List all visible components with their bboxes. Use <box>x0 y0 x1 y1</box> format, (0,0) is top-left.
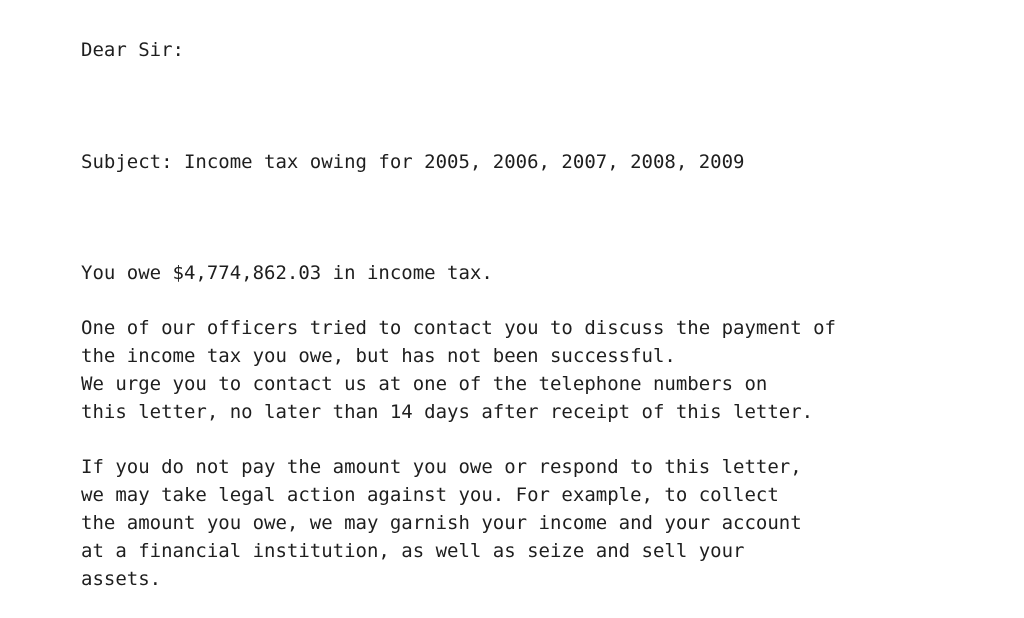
paragraph-line: this letter, no later than 14 days after receipt of this letter. <box>81 401 814 423</box>
paragraph-line: we may take legal action against you. For example, to collect <box>81 484 779 506</box>
subject-line: Subject: Income tax owing for 2005, 2006, 2007, 2008, 2009 <box>81 151 745 173</box>
paragraph-line: We urge you to contact us at one of the telephone numbers on <box>81 373 768 395</box>
paragraph-line: the income tax you owe, but has not been successful. <box>81 345 676 367</box>
paragraph-line: One of our officers tried to contact you to discuss the payment of <box>81 317 836 339</box>
paragraph-line: If you do not pay the amount you owe or respond to this letter, <box>81 456 802 478</box>
paragraph-line: the amount you owe, we may garnish your income and your account <box>81 512 802 534</box>
paragraph-line: at a financial institution, as well as seize and sell your <box>81 540 745 562</box>
paragraph-line: assets. <box>81 568 162 590</box>
amount-statement: You owe $4,774,862.03 in income tax. <box>81 262 493 284</box>
salutation: Dear Sir: <box>81 39 184 61</box>
